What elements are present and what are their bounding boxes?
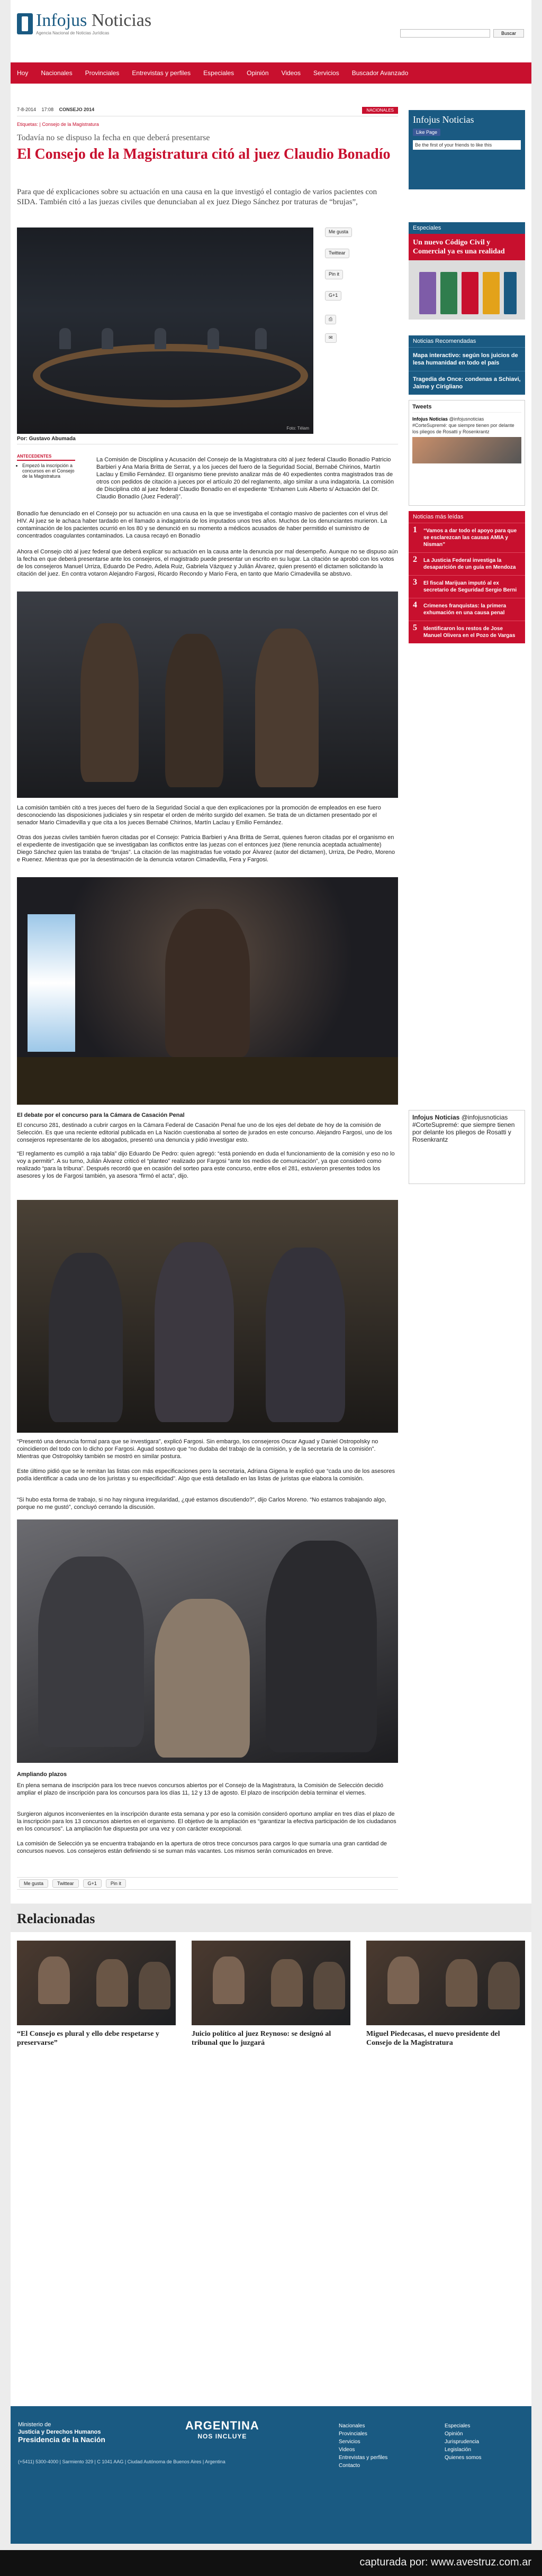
footer-links (445, 2422, 481, 2462)
antecedentes-label: ANTECEDENTES (17, 454, 75, 461)
author-byline: Por: Gustavo Abumada (17, 436, 398, 444)
article-section: CONSEJO 2014 (59, 107, 95, 112)
mas-leidas-widget (409, 511, 525, 643)
site-header (11, 0, 531, 62)
logo-subtitle: Agencia Nacional de Noticias Jurídicas (36, 31, 110, 35)
ministry-logo[interactable]: Ministerio de Justicia y Derechos Humanos Presidencia de la Nación (18, 2422, 105, 2444)
hero-table-shape (33, 344, 308, 407)
mas-leida-item[interactable]: 2 La Justicia Federal investiga la desaparición de un guía en Mendoza (409, 552, 525, 575)
footer-link[interactable]: Provinciales (339, 2431, 367, 2437)
antecedentes-box (17, 454, 75, 479)
tweets-heading: Tweets (412, 404, 521, 413)
nav-entrevistas[interactable]: Entrevistas y perfiles (132, 69, 191, 77)
main-content (11, 84, 531, 2406)
article-kicker: Todavía no se dispuso la fecha en que deberá presentarse (17, 133, 210, 142)
tweets-widget-secondary (409, 1110, 525, 1184)
nav-buscador[interactable]: Buscador Avanzado (351, 69, 409, 77)
tweet-text: #CorteSupremé: que siempre tienen por delante los pliegos de Rosatti y Rosenkrantz (412, 423, 514, 434)
article-meta (17, 107, 398, 116)
site-footer (11, 2406, 531, 2544)
fb-widget-text: Be the first of your friends to like this (413, 140, 521, 150)
footer-link[interactable]: Servicios (339, 2439, 360, 2445)
nav-servicios[interactable]: Servicios (313, 69, 339, 77)
page-title: El Consejo de la Magistratura citó al juez Claudio Bonadío (17, 146, 391, 162)
tweet (412, 416, 521, 463)
recomendadas-widget (409, 335, 525, 395)
facebook-like-button[interactable]: Me gusta (19, 1879, 48, 1888)
email-icon[interactable]: ✉ (325, 333, 337, 343)
breadcrumb[interactable]: Etiquetas: | Consejo de la Magistratura (17, 122, 99, 127)
hero-image (17, 227, 313, 434)
share-bar (17, 1877, 398, 1890)
photo-person-shape (255, 629, 319, 787)
twitter-button[interactable]: Twittear (325, 249, 349, 258)
nav-nacionales[interactable]: Nacionales (41, 69, 73, 77)
photo-person-shape (266, 1541, 377, 1752)
photo-person-shape (155, 1599, 250, 1758)
tweet (412, 1114, 521, 1143)
flag-shape (28, 914, 75, 1052)
main-nav (11, 62, 531, 84)
related-item[interactable] (366, 1941, 525, 2047)
especiales-widget (409, 222, 525, 320)
nav-videos[interactable]: Videos (281, 69, 301, 77)
nav-especiales[interactable]: Especiales (203, 69, 234, 77)
especiales-link[interactable]: Un nuevo Código Civil y Comercial ya es una realidad (409, 234, 525, 260)
hero-person-shape (255, 328, 267, 349)
footer-link[interactable]: Legislación (445, 2447, 472, 2453)
tweet-handle[interactable]: @infojusnoticias (449, 416, 484, 422)
recomendadas-heading: Noticias Recomendadas (409, 335, 525, 347)
tweets-widget (409, 400, 525, 506)
related-title[interactable]: Juicio político al juez Reynoso: se designó al tribunal que lo juzgará (192, 2030, 331, 2047)
paragraph: Bonadío fue denunciado en el Consejo por su actuación en una causa en la que se investigaba el contagio masivo de pacientes con el virus del HIV. Al juez se le achaca haber tardado en el llamado a indagatoria de los imputados unos tres años. Muchos de los denunciantes murieron. La contaminación de los pacientes ocurrió en los 80 y se denunció en su momento a médicos acusados de haber permitido el suministro de concentrados coagulantes contaminados. La causa recayó en Bonadío (17, 511, 388, 539)
article-photo (17, 591, 398, 798)
logo-word2: Noticias (91, 11, 152, 30)
article-photo (17, 877, 398, 1105)
tweet-handle[interactable]: @infojusnoticias (461, 1114, 508, 1121)
facebook-like-button[interactable]: Me gusta (325, 227, 352, 237)
footer-link[interactable]: Contacto (339, 2463, 360, 2469)
related-image[interactable] (366, 1941, 525, 2025)
photo-person-shape (49, 1253, 123, 1422)
capture-watermark: capturada por: www.avestruz.com.ar (0, 2550, 542, 2576)
section-subhead: Ampliando plazos (17, 1771, 67, 1778)
paragraph: Otras dos juezas civiles también fueron citadas por el Consejo: Patricia Barbieri y Ana Britta de Serrat, quienes fueron citadas por el organismo en el expediente de investigación que se investigaban las conflictos entre las juezas con el entonces juez (tiene renuncia aceptada actualmente) Diego Sánchez quien las trataba de “brujas”. La citación de las magistradas fue votado por Álvarez (autor del dictamen), Urriza, De Pedro, Moreno e Ruenez. Mientras que por la desestimación de la denuncia votaron Cimadevilla, Fera y Fargosi. (17, 834, 395, 863)
hero-person-shape (207, 328, 219, 349)
related-image[interactable] (17, 1941, 176, 2025)
argentina-logo: ARGENTINA NOS INCLUYE (185, 2419, 259, 2440)
photo-person-shape (155, 1242, 234, 1422)
paragraph: Este último pidió que se le remitan las listas con más especificaciones pero la secretaria, Adriana Gigena le explicó que “cada uno de los asesores podía identificar a cada uno de los juristas y su especificidad”. Algo que está detallado en las listas de juristas que elabora la comisión. (17, 1468, 395, 1482)
pinterest-button[interactable]: Pin it (106, 1879, 126, 1888)
section-subhead: El debate por el concurso para la Cámara de Casación Penal (17, 1112, 185, 1118)
mas-leida-item[interactable]: 5 Identificaron los restos de Jose Manuel Olivera en el Pozo de Vargas (409, 621, 525, 643)
mas-leida-item[interactable]: 4 Crimenes franquistas: la primera exhumación en una causa penal (409, 598, 525, 621)
paragraph: Surgieron algunos inconvenientes en la inscripción durante esta semana y por eso la comisión consideró oportuno ampliar en tres días el plazo de la inscripción para los 13 concursos abiertos en el organismo. El objetivo de la ampliación es “garantizar la efectiva participación de los ciudadanos en los concursos”. La ampliación fue dispuesta por una vez y con carácter excepcional. (17, 1811, 396, 1832)
paragraph: “Si hubo esta forma de trabajo, si no hay ninguna irregularidad, ¿qué estamos discutiendo?”, dijo Carlos Moreno. “No estamos trabajando algo, porque no me gustó”, concluyó cerrando la discusión. (17, 1497, 386, 1510)
tweet-user[interactable]: Infojus Noticias (412, 416, 448, 422)
related-heading: Relacionadas (11, 1904, 531, 1932)
logo-icon (17, 13, 33, 34)
tweet-image[interactable] (412, 437, 521, 463)
footer-link[interactable]: Entrevistas y perfiles (339, 2455, 388, 2461)
search-input[interactable] (400, 29, 490, 38)
photo-person-shape (80, 623, 139, 782)
fb-widget-logo: Infojus Noticias (413, 114, 474, 125)
search-button[interactable]: Buscar (493, 29, 524, 38)
paragraph: La comisión de Selección ya se encuentra trabajando en la apertura de otros trece concursos para cargos lo que sumaría una gran cantidad de concursos nuevos. Los consejeros están definiendo si se suman más vacantes. Los mismos serán comunicados en breve. (17, 1841, 387, 1854)
paragraph: La comisión también citó a tres jueces del fuero de la Seguridad Social a que den explicaciones por la promoción de empleados en ese fuero desconociendo las disposiciones judiciales y sin respetar el orden de mérito surgido del examen. Se trata de un dictamen presentado por el senador Mario Cimadevilla y que cita a los jueces Bernabé Chirinos, Martín Laclau y Emilio Fernández. (17, 805, 381, 826)
nav-hoy[interactable]: Hoy (17, 69, 29, 77)
tweet-user[interactable]: Infojus Noticias (412, 1114, 460, 1121)
paragraph: Ahora el Consejo citó al juez federal que deberá explicar su actuación en la causa ante la denuncia por mal desempeño. Aunque no se dispuso aún la fecha en que deberá presentarse ante los consejeros, el magistrado puede presentar un escrito en su lugar. La citación se aprobó con los votos de los consejeros Manuel Urriza, Eduardo De Pedro, Adela Ruiz, Gabriela Vázquez y Julián Álvarez, quien presentó el dictamen solicitando la citación del juez. En contra votaron Alejandro Fargosi, Ricardo Recondo y Mario Fera, en tanto que Mario Cimadevilla se abstuvo. (17, 549, 398, 577)
photo-person-shape (38, 1556, 144, 1747)
mas-leida-item[interactable]: 3 El fiscal Marijuan imputó al ex secretario de Seguridad Sergio Berni (409, 575, 525, 598)
paragraph: El concurso 281, destinado a cubrir cargos en la Cámara Federal de Casación Penal fue uno de los ejes del debate de hoy de la comisión de Selección. Es que una reciente editorial publicada en La Nación cuestionaba al sorteo de jurados en este concurso. Alejandro Fargosi, uno de los consejeros representante de los abogados, presentó una denuncia y pidió investigar esto. (17, 1122, 392, 1143)
related-item[interactable] (17, 1941, 176, 2047)
nav-provinciales[interactable]: Provinciales (85, 69, 120, 77)
print-icon[interactable]: ⎙ (325, 315, 336, 324)
article-date: 7-8-2014 (17, 107, 37, 112)
footer-address: (+5411) 5300-4000 | Sarmiento 329 | C 1041 AAG | Ciudad Autónoma de Buenos Aires | Argentina (18, 2459, 225, 2464)
search-form (400, 29, 524, 38)
gplus-button[interactable]: G+1 (83, 1879, 102, 1888)
hero-person-shape (155, 328, 166, 349)
paragraph: “Presentó una denuncia formal para que se investigara”, explicó Fargosi. Sin embargo, los consejeros Oscar Aguad y Daniel Ostropolsky no coincidieron del todo con lo dicho por Fargosi. Aguad sostuvo que “no dudaba del trabajo de la comisión, y de la secretaria de la comisión”. Mientras que Ostropolsky también se mostró en similar postura. (17, 1439, 378, 1460)
related-item[interactable] (192, 1941, 350, 2047)
section-tag[interactable]: NACIONALES (362, 107, 398, 114)
pinterest-button[interactable]: Pin it (325, 270, 343, 279)
mas-leidas-heading: Noticias más leídas (409, 511, 525, 523)
related-list (17, 1941, 525, 2047)
related-title[interactable]: “El Consejo es plural y ello debe respetarse y preservarse” (17, 2030, 159, 2047)
article-photo (17, 1519, 398, 1763)
mas-leida-item[interactable]: 1 “Vamos a dar todo el apoyo para que se esclarezcan las causas AMIA y Nisman” (409, 523, 525, 552)
recomendada-item[interactable]: Tragedia de Once: condenas a Schiavi, Jaime y Cirigliano (409, 371, 525, 395)
fb-like-page-button[interactable]: Like Page (413, 129, 440, 136)
footer-links (339, 2422, 387, 2470)
paragraph: “El reglamento es cumplió a raja tabla” dijo Eduardo De Pedro: quien agregó: “está poniendo en duda el funcionamiento de la comisión y eso no lo voy a permitir”. A su turno, Julián Álvarez criticó el “planteo” realizado por Fargosi “ante los medios de comunicación”, ya que consideró como realizado “para la tribuna”. Después recordó que en ocasión del sorteo para este concurso, entre ellos el 281, estuvieron presentes todos los asesores y los de Fargosi también, ya asesora “firmó el acta”, dijo. (17, 1151, 395, 1179)
photo-desk-shape (17, 1057, 398, 1105)
footer-link[interactable]: Quienes somos (445, 2455, 482, 2461)
site-logo[interactable] (17, 12, 151, 35)
nav-opinion[interactable]: Opinión (247, 69, 269, 77)
tweet-text: #CorteSupremé: que siempre tienen por delante los pliegos de Rosatti y Rosenkrantz (412, 1121, 515, 1143)
hero-person-shape (59, 328, 71, 349)
photo-person-shape (165, 909, 250, 1057)
recomendada-item[interactable]: Mapa interactivo: según los juicios de lesa humanidad en todo el país (409, 347, 525, 371)
footer-link[interactable]: Especiales (445, 2423, 471, 2429)
article-lede: Para que dé explicaciones sobre su actuación en una causa en la que investigó el contagio de varios pacientes con SIDA. También citó a las juezas civiles que denunciaban al ex juez Diego Sánchez por traturas de “brujas”, (17, 188, 377, 206)
footer-link[interactable]: Nacionales (339, 2423, 365, 2429)
footer-link[interactable]: Opinión (445, 2431, 463, 2437)
related-title[interactable]: Miguel Piedecasas, el nuevo presidente del Consejo de la Magistratura (366, 2030, 500, 2047)
gplus-button[interactable]: G+1 (325, 291, 341, 301)
hero-person-shape (102, 328, 113, 349)
paragraph: En plena semana de inscripción para los trece nuevos concursos abiertos por el Consejo de la Magistratura, la Comisión de Selección decidió ampliar el plazo de inscripción para los concursos para los días 11, 12 y 13 de agosto. El plazo de inscripción debía terminar el viernes. (17, 1782, 384, 1796)
paragraph: La Comisión de Disciplina y Acusación del Consejo de la Magistratura citó al juez federal Claudio Bonadío Patricio Barbieri y Ana Maria Britta de Serrat, y a los jueces del fuero de la Seguridad Social, Bernabé Chirinos, Martín Laclau y Emilio Fernández. El organismo tiene previsto analizar más de 40 expedientes contra magistrados tras de otros con pedidos de citación a jueces por el artículo 20 del reglamento, algo similar a una indagatoria. La comisión de Disciplina citó al juez federal Claudio Bonadío en el expediente “Enhamen Luis Alberto s/ Actuación del Dr. Claudio Bonadío (Juez Federal)”. (96, 457, 394, 500)
footer-link[interactable]: Jurisprudencia (445, 2439, 480, 2445)
image-credit: Foto: Télam (286, 426, 309, 431)
twitter-button[interactable]: Twittear (52, 1879, 79, 1888)
article-photo (17, 1200, 398, 1433)
especiales-heading: Especiales (409, 222, 525, 234)
photo-person-shape (165, 634, 223, 787)
antecedentes-link[interactable]: • Empezó la inscripción a concursos en el Consejo de la Magistratura (22, 463, 75, 479)
photo-person-shape (266, 1248, 345, 1422)
article-time: 17:08 (41, 107, 54, 112)
related-image[interactable] (192, 1941, 350, 2025)
facebook-widget (409, 110, 525, 189)
footer-link[interactable]: Videos (339, 2447, 355, 2453)
logo-word1: Infojus (36, 11, 87, 30)
especiales-image[interactable] (409, 260, 525, 320)
